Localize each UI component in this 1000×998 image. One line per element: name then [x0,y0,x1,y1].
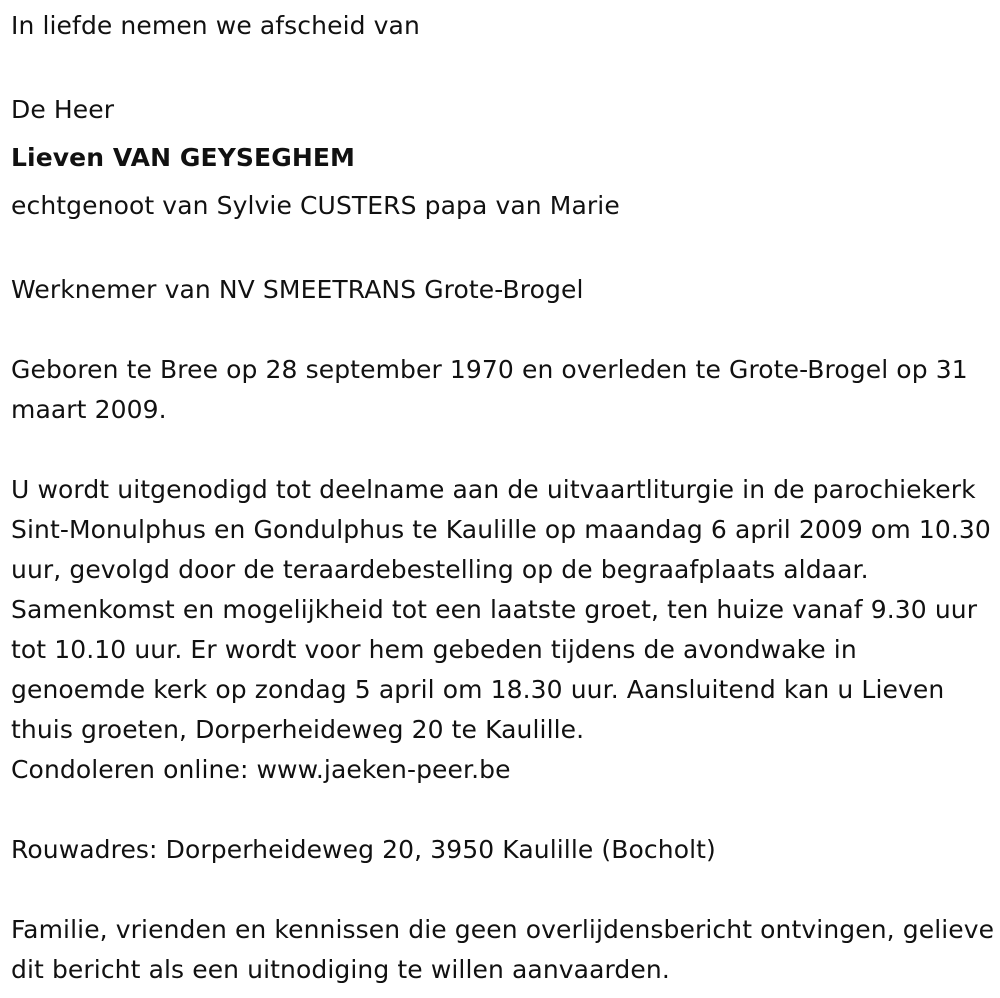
condolence-line [11,750,996,790]
condolence-link[interactable]: www.jaeken-peer.be [256,755,511,784]
employer-line: Werknemer van NV SMEETRANS Grote-Brogel [11,275,584,304]
birth-death-paragraph: Geboren te Bree op 28 september 1970 en overleden te Grote-Brogel op 31 maart 2009. [11,355,968,424]
condolence-label: Condoleren online: [11,755,257,784]
deceased-name: Lieven VAN GEYSEGHEM [11,143,356,172]
relations-line: echtgenoot van Sylvie CUSTERS papa van Marie [11,191,620,220]
closing-paragraph: Familie, vrienden en kennissen die geen overlijdensbericht ontvingen, gelieve dit bericht als een uitnodiging te willen aanvaarden. [11,915,995,984]
ceremony-paragraph: U wordt uitgenodigd tot deelname aan de uitvaartliturgie in de parochiekerk Sint-Monulphus en Gondulphus te Kaulille op maandag 6 april 2009 om 10.30 uur, gevolgd door de teraardebestelling op de begraafplaats aldaar. Samenkomst en mogelijkheid tot een laatste groet, ten huize vanaf 9.30 uur tot 10.10 uur. Er wordt voor hem gebeden tijdens de avondwake in genoemde kerk op zondag 5 april om 18.30 uur. Aansluitend kan u Lieven thuis groeten, Dorperheideweg 20 te Kaulille. [11,475,991,744]
mourning-address: Rouwadres: Dorperheideweg 20, 3950 Kaulille (Bocholt) [11,835,716,864]
honorific: De Heer [11,95,115,124]
ceremony-section [11,470,996,790]
intro-line: In liefde nemen we afscheid van [11,11,420,40]
obituary-notice [11,6,996,990]
